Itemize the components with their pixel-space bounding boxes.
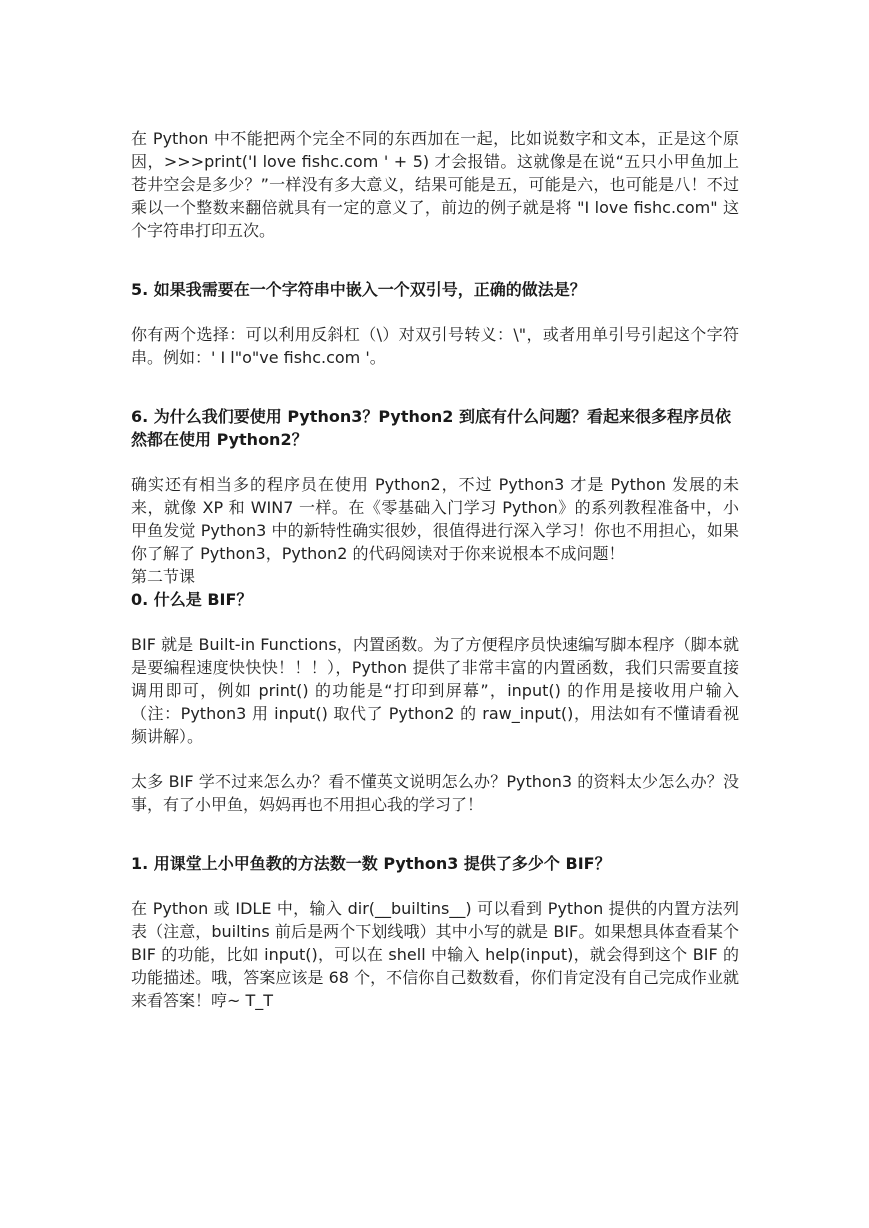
question-0-heading: 0. 什么是 BIF？ <box>131 590 253 609</box>
intro-paragraph: 在 Python 中不能把两个完全不同的东西加在一起，比如说数字和文本，正是这个原因，>>>print('I love fishc.com ' + 5) 才会报错。这就像是在说“五只小甲鱼加上苍井空会是多少？”一样没有多大意义，结果可能是五，可能是六，也可能是八！不过乘以一个整数来翻倍就具有一定的意义了，前边的例子就是将 "I love fishc.com" 这个字符串打印五次。 <box>131 129 739 240</box>
question-0-answer: BIF 就是 Built-in Functions，内置函数。为了方便程序员快速编写脚本程序（脚本就是要编程速度快快快！！！），Python 提供了非常丰富的内置函数，我们只需要直接调用即可，例如 print() 的功能是“打印到屏幕”，input() 的作用是接收用户输入（注：Python3 用 input() 取代了 Python2 的 raw_input()，用法如有不懂请看视频讲解）。 <box>131 635 739 746</box>
question-1-answer: 在 Python 或 IDLE 中，输入 dir(__builtins__) 可以看到 Python 提供的内置方法列表（注意，builtins 前后是两个下划线哦）其中小写的就是 BIF。如果想具体查看某个 BIF 的功能，比如 input()，可以在 shell 中输入 help(input)，就会得到这个 BIF 的功能描述。哦，答案应该是 68 个，不信你自己数数看，你们肯定没有自己完成作业就来看答案！哼~ T_T <box>131 899 739 1010</box>
question-1-heading: 1. 用课堂上小甲鱼教的方法数一数 Python3 提供了多少个 BIF？ <box>131 854 611 873</box>
spacer <box>131 748 739 770</box>
spacer <box>131 369 739 405</box>
spacer <box>131 242 739 278</box>
section-label: 第二节课 <box>131 567 196 586</box>
question-5-heading: 5. 如果我需要在一个字符串中嵌入一个双引号，正确的做法是？ <box>131 280 586 299</box>
question-5-answer: 你有两个选择：可以利用反斜杠（\）对双引号转义：\"，或者用单引号引起这个字符串。例如：' I l"o"ve fishc.com '。 <box>131 325 739 367</box>
spacer <box>131 875 739 897</box>
spacer <box>131 816 739 852</box>
document-page <box>131 127 739 1012</box>
spacer <box>131 611 739 633</box>
question-6-answer: 确实还有相当多的程序员在使用 Python2，不过 Python3 才是 Python 发展的未来，就像 XP 和 WIN7 一样。在《零基础入门学习 Python》的系列教程准备中，小甲鱼发觉 Python3 中的新特性确实很妙，很值得进行深入学习！你也不用担心，如果你了解了 Python3，Python2 的代码阅读对于你来说根本不成问题！ <box>131 475 739 563</box>
spacer <box>131 301 739 323</box>
bif-note-paragraph: 太多 BIF 学不过来怎么办？看不懂英文说明怎么办？Python3 的资料太少怎么办？没事，有了小甲鱼，妈妈再也不用担心我的学习了！ <box>131 772 739 814</box>
question-6-heading: 6. 为什么我们要使用 Python3？Python2 到底有什么问题？看起来很多程序员依然都在使用 Python2？ <box>131 407 731 449</box>
spacer <box>131 451 739 473</box>
